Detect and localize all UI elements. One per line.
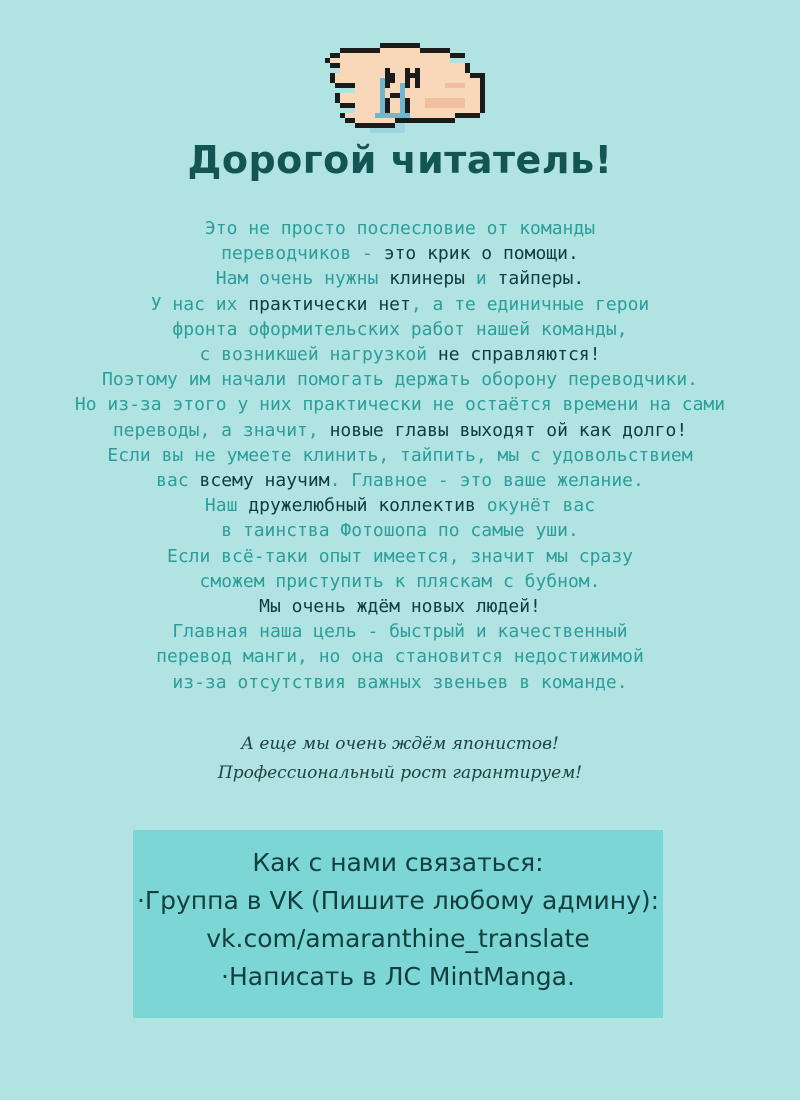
text-line: [0, 367, 800, 392]
text-line: [0, 317, 800, 342]
text-segment: окунёт вас: [475, 495, 596, 517]
text-segment: перевод манги, но она становится недостижимой: [156, 646, 644, 668]
text-line: [0, 569, 800, 594]
highlighted-text: Мы очень ждём новых людей!: [259, 596, 541, 618]
text-segment: фронта оформительских работ нашей команды,: [172, 318, 628, 340]
highlighted-text: новые главы выходят ой как долго!: [329, 419, 688, 441]
text-line: [0, 670, 800, 695]
highlighted-text: клинеры: [389, 268, 466, 290]
text-segment: с возникшей нагрузкой: [199, 344, 438, 366]
contact-vk-link[interactable]: vk.com/amaranthine_translate: [206, 924, 590, 953]
text-line: [0, 241, 800, 266]
page-title: Дорогой читатель!: [187, 138, 613, 182]
text-segment: Нам очень нужны: [215, 268, 390, 290]
contact-text: [133, 844, 663, 996]
text-segment: в таинства Фотошопа по самые уши.: [221, 520, 579, 542]
highlighted-text: дружелюбный коллектив: [248, 495, 476, 517]
text-segment: , а те единичные герои: [410, 293, 650, 315]
text-segment: У нас их: [150, 293, 249, 315]
text-segment: Поэтому им начали помогать держать оборону переводчики.: [101, 369, 699, 391]
text-segment: вас: [156, 470, 200, 492]
contact-mintmanga: ·Написать в ЛС MintManga.: [221, 962, 575, 991]
highlighted-text: тайперы.: [497, 268, 585, 290]
text-segment: Это не просто послесловие от команды: [204, 218, 596, 239]
text-segment: Главная наша цель - быстрый и качественный: [172, 621, 628, 643]
contact-vk-group: ·Группа в VK (Пишите любому админу):: [136, 886, 660, 915]
text-line: [0, 619, 800, 644]
highlighted-text: не справляются!: [437, 344, 601, 366]
text-line: [0, 443, 800, 468]
text-segment: Наш: [204, 495, 249, 517]
text-line: [0, 544, 800, 569]
note-line-growth: Профессиональный рост гарантируем!: [217, 763, 583, 783]
text-segment: Но из-за этого у них практически не остаётся времени на сами: [74, 394, 726, 416]
highlighted-text: практически нет: [248, 293, 411, 315]
text-line: [0, 418, 800, 443]
note-line-japanese: А еще мы очень ждём японистов!: [241, 734, 559, 754]
recruiting-note: [0, 730, 800, 788]
text-line: [0, 292, 800, 317]
text-line: [0, 594, 800, 619]
text-line: [0, 392, 800, 417]
text-segment: и: [465, 268, 498, 290]
contact-heading: Как с нами связаться:: [252, 848, 544, 877]
text-line: [0, 493, 800, 518]
text-line: [0, 216, 800, 241]
highlighted-text: это крик о помощи.: [383, 243, 579, 265]
contact-box: [133, 830, 663, 1018]
text-segment: . Главное - это ваше желание.: [329, 470, 644, 492]
crying-pixel-blob-icon: [325, 38, 490, 133]
appeal-text: [0, 216, 800, 695]
text-line: [0, 266, 800, 291]
text-line: [0, 644, 800, 669]
highlighted-text: всему научим: [199, 470, 330, 492]
text-line: [0, 518, 800, 543]
text-segment: переводы, а значит,: [112, 419, 330, 441]
text-line: [0, 468, 800, 493]
text-segment: Если всё-таки опыт имеется, значит мы сразу: [167, 545, 633, 567]
text-segment: Если вы не умеете клинить, тайпить, мы с удовольствием: [107, 444, 693, 466]
text-segment: из-за отсутствия важных звеньев в команде.: [172, 671, 628, 693]
text-segment: сможем приступить к пляскам с бубном.: [199, 570, 601, 592]
text-line: [0, 342, 800, 367]
text-segment: переводчиков -: [221, 243, 384, 265]
